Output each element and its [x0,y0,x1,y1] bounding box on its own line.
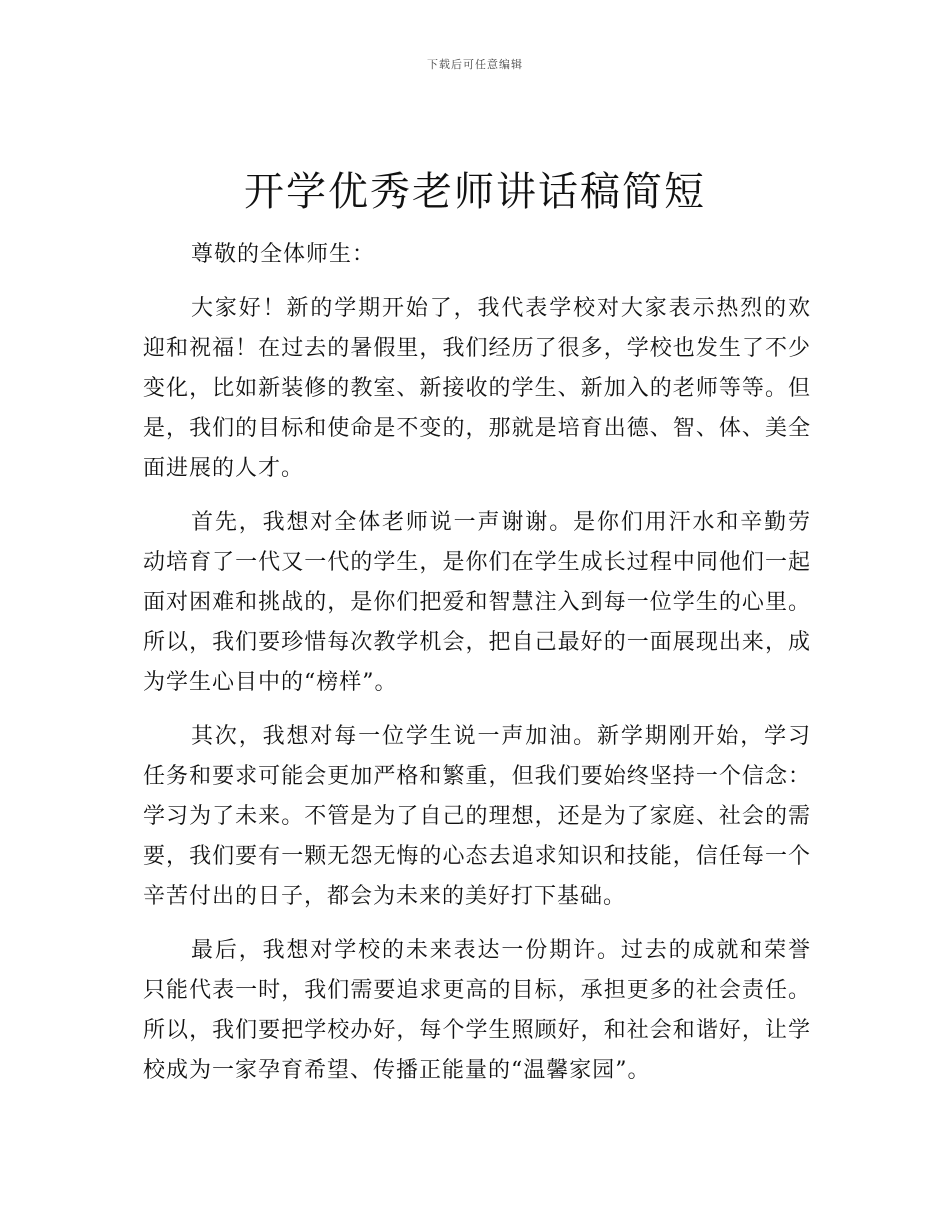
paragraph-students: 其次，我想对每一位学生说一声加油。新学期刚开始，学习任务和要求可能会更加严格和繁重，但我们要始终坚持一个信念：学习为了未来。不管是为了自己的理想，还是为了家庭、社会的需要，我们要有一颗无怨无悔的心态去追求知识和技能，信任每一个辛苦付出的日子，都会为未来的美好打下基础。 [143,724,811,909]
page-header-note: 下载后可任意编辑 [427,58,523,71]
document-body [143,235,811,1105]
document-title: 开学优秀老师讲话稿简短 [244,169,706,215]
paragraph-teachers: 首先，我想对全体老师说一声谢谢。是你们用汗水和辛勤劳动培育了一代又一代的学生，是你们在学生成长过程中同他们一起面对困难和挑战的，是你们把爱和智慧注入到每一位学生的心里。所以，我们要珍惜每次教学机会，把自己最好的一面展现出来，成为学生心目中的“榜样”。 [143,510,811,695]
paragraph-welcome: 大家好！新的学期开始了，我代表学校对大家表示热烈的欢迎和祝福！在过去的暑假里，我们经历了很多，学校也发生了不少变化，比如新装修的教室、新接收的学生、新加入的老师等等。但是，我们的目标和使命是不变的，那就是培育出德、智、体、美全面进展的人才。 [143,296,811,481]
paragraph-future: 最后，我想对学校的未来表达一份期许。过去的成就和荣誉只能代表一时，我们需要追求更高的目标，承担更多的社会责任。所以，我们要把学校办好，每个学生照顾好，和社会和谐好，让学校成为一家孕育希望、传播正能量的“温馨家园”。 [143,938,811,1083]
salutation: 尊敬的全体师生： [191,242,376,267]
